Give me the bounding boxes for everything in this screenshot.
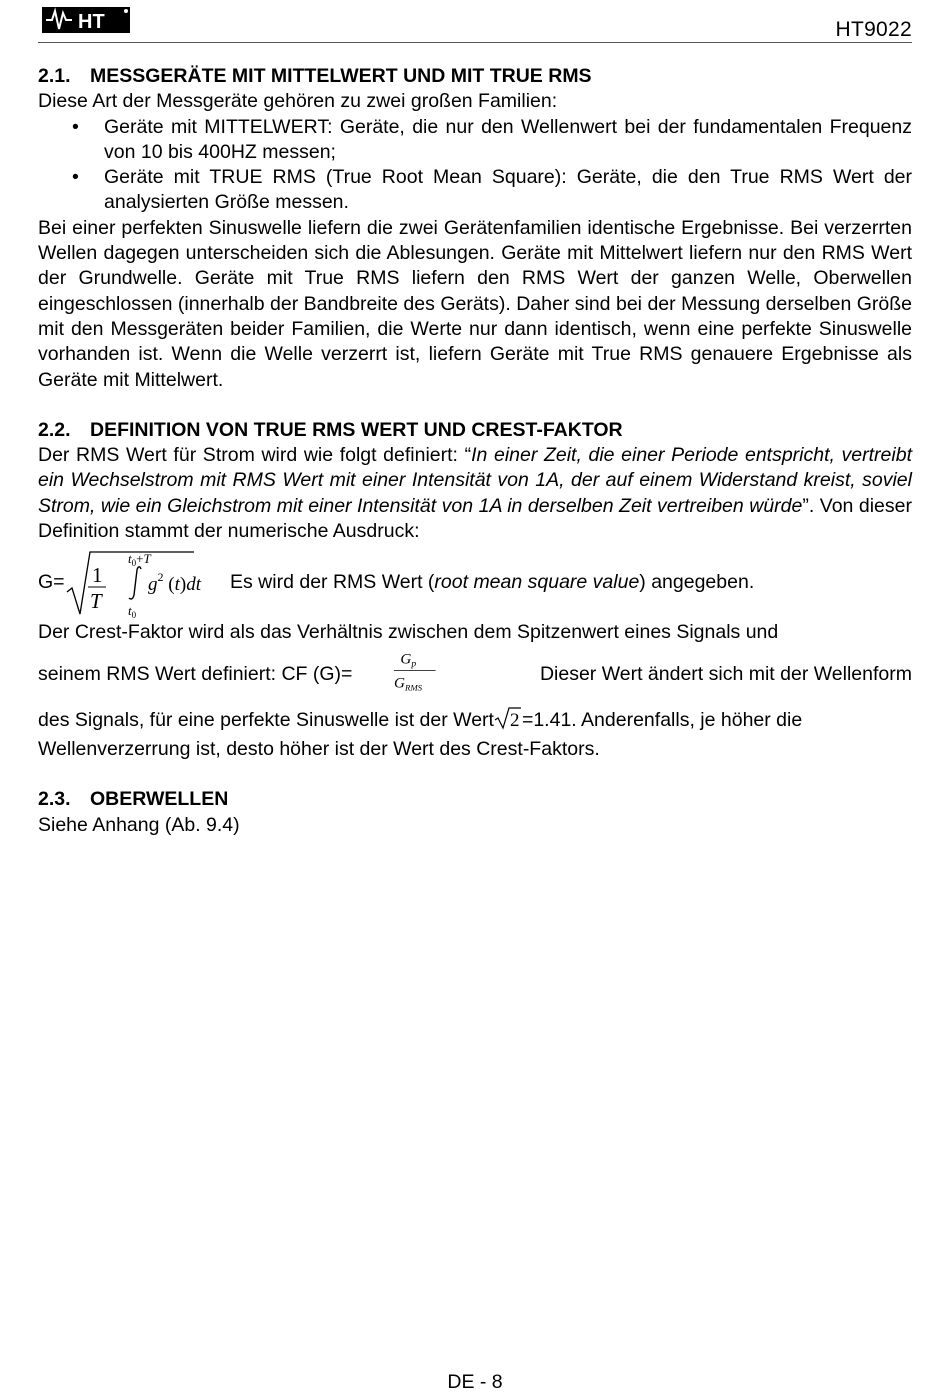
crest-factor-note: Dieser Wert ändert sich mit der Wellenform (539, 662, 912, 685)
formula-upper-limit: $t_0+T$ (128, 551, 151, 569)
list-item-text: Geräte mit TRUE RMS (True Root Mean Square): Geräte, die den True RMS Wert der analysierten Größe messen. (104, 166, 912, 214)
section-number: 2.3. (38, 788, 71, 811)
list-item (38, 115, 912, 166)
crest-factor-fraction (394, 640, 442, 698)
crest-text-line-1: Der Crest-Faktor wird als das Verhältnis zwischen dem Spitzenwert eines Signals und (38, 621, 779, 644)
crest-denominator: $G_{RMS}$ (394, 674, 423, 693)
formula-numerator: 1 (92, 563, 103, 588)
intro-text: Diese Art der Messgeräte gehören zu zwei großen Familien: (38, 90, 558, 113)
model-number: HT9022 (835, 18, 912, 41)
page-number: DE - 8 (447, 1371, 503, 1393)
ht-logo-icon (42, 7, 130, 33)
section-heading-2-1 (38, 64, 912, 89)
bullet-icon: • (72, 166, 79, 189)
formula-label: G= (38, 571, 65, 594)
section-heading-2-2 (38, 418, 912, 443)
sqrt-value: 2 (509, 709, 520, 730)
formula-integrand: $g^2$ (t)dt (148, 570, 201, 596)
main-content (38, 64, 912, 838)
svg-text:HT: HT (78, 11, 105, 33)
crest-factor-line (38, 646, 912, 706)
definition-paragraph (38, 443, 912, 544)
crest-text-line-3: des Signals, für eine perfekte Sinuswelle ist der Wert 2 =1.41. Anderenfalls, je höher die (38, 706, 912, 737)
crest-text-line-4: Wellenverzerrung ist, desto höher ist der Wert des Crest-Faktors. (38, 737, 600, 760)
definition-quote: In einer Zeit, die einer Periode entspricht, vertreibt ein Wechselstrom mit RMS Wert mit einer Intensität von 1A, der auf einem Widerstand kreist, soviel Strom, wie ein Gleichstrom mit einer Intensität von 1A in derselben Zeit vertreiben würde (38, 444, 912, 517)
document-page (38, 0, 912, 1398)
section-number: 2.1. (38, 65, 71, 87)
bullet-icon: • (72, 115, 79, 138)
formula-description: Es wird der RMS Wert (root mean square value) angegeben. (230, 571, 755, 594)
formula-denominator: T (90, 589, 102, 614)
section-text: Siehe Anhang (Ab. 9.4) (38, 813, 240, 836)
list-item-text: Geräte mit MITTELWERT: Geräte, die nur den Wellenwert bei der fundamentalen Frequenz von 10 bis 400HZ messen; (104, 115, 912, 163)
section-title: OBERWELLEN (90, 788, 229, 811)
definition-intro: Der RMS Wert für Strom wird wie folgt definiert: “ (38, 444, 472, 467)
section-title: DEFINITION VON TRUE RMS WERT UND CREST-FAKTOR (90, 418, 623, 441)
sqrt-symbol (494, 706, 522, 737)
page-header (38, 4, 912, 43)
rms-integral-formula (64, 548, 224, 620)
definition-outro: ”. Von dieser Definition stammt der numerische Ausdruck: (38, 494, 912, 543)
section-heading-2-3 (38, 787, 912, 812)
section-title: MESSGERÄTE MIT MITTELWERT UND MIT TRUE RMS (90, 65, 592, 87)
bullet-list (38, 115, 912, 216)
list-item (38, 165, 912, 216)
crest-numerator: $G_p$ (400, 650, 417, 670)
crest-factor-label: seinem RMS Wert definiert: CF (G)= (38, 662, 353, 685)
paragraph: Bei einer perfekten Sinuswelle liefern die zwei Gerätenfamilien identische Ergebnisse. Bei verzerrten Wellen dagegen unterscheiden sich die Ablesungen. Geräte mit Mittelwert liefern nur den RMS Wert der Grundwelle. Geräte mit True RMS liefern den RMS Wert der ganzen Welle, Oberwellen eingeschlossen (innerhalb der Bandbreite des Geräts). Daher sind bei der Messung derselben Größe mit den Messgeräten beider Familien, die Werte nur dann identisch, wenn eine perfekte Sinuswelle vorhanden ist. Wenn die Welle verzerrt ist, liefern Geräte mit True RMS genauere Ergebnisse als Geräte mit Mittelwert. (38, 216, 912, 391)
formula-lower-limit: $t_0$ (128, 603, 137, 621)
section-number: 2.2. (38, 418, 71, 441)
rms-formula (38, 548, 912, 620)
